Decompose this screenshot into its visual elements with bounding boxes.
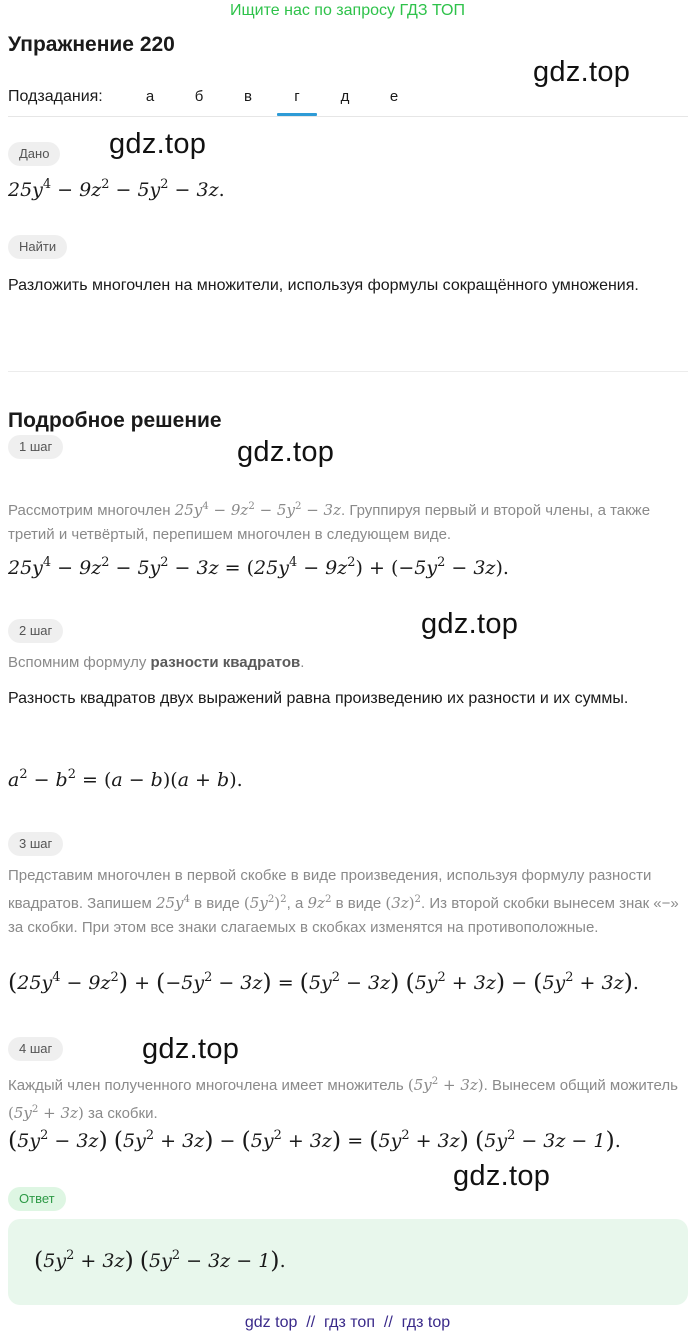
step-3-inline-math-1: $25y^4$ [155, 894, 190, 913]
tab-b[interactable]: б [194, 88, 204, 105]
watermark: gdz.top [453, 1160, 551, 1192]
tab-v[interactable]: в [244, 88, 252, 105]
page-title: Упражнение 220 [8, 33, 175, 56]
step-3-inline-math-4: $(3z)^2$ [385, 894, 422, 913]
footer-links[interactable]: gdz top // гдз топ // гдз top [244, 1314, 451, 1331]
watermark: gdz.top [421, 608, 519, 640]
search-banner: Ищите нас по запросу ГДЗ ТОП [230, 2, 465, 19]
subtasks-label: Подзадания: [8, 88, 103, 105]
answer-badge: Ответ [8, 1187, 66, 1211]
step-2-expression: $a^2 - b^2 = (a - b)(a + b)$. [8, 767, 243, 791]
find-badge: Найти [8, 235, 67, 259]
tab-e[interactable]: е [389, 88, 399, 105]
tab-a[interactable]: а [145, 88, 155, 105]
step-1-inline-math: $25y^4 - 9z^2 - 5y^2 - 3z$ [174, 501, 341, 520]
step-1-text: Рассмотрим многочлен $25y^4 - 9z^2 - 5y^2 - 3z$. Группируя первый и второй члены, а также третий и четвёртый, перепишем многочлен в следующем виде. [8, 501, 651, 544]
watermark: gdz.top [237, 436, 335, 468]
step-1-badge: 1 шаг [8, 435, 63, 459]
tab-g-active[interactable]: г [294, 88, 300, 105]
find-text: Разложить многочлен на множители, используя формулы сокращённого умножения. [8, 277, 639, 294]
step-4-inline-math-1: $(5y^2 + 3z)$ [407, 1076, 484, 1095]
tab-d[interactable]: д [340, 88, 350, 105]
section-divider [8, 371, 688, 372]
watermark: gdz.top [533, 56, 631, 88]
answer-expression: $(5y^2 + 3z) (5y^2 - 3z - 1)$. [34, 1246, 286, 1275]
watermark: gdz.top [142, 1033, 240, 1065]
step-4-expression: $(5y^2 - 3z) (5y^2 + 3z) - (5y^2 + 3z) = (5y^2 + 3z) (5y^2 - 3z - 1)$. [8, 1126, 621, 1155]
step-1-expression: $25y^4 - 9z^2 - 5y^2 - 3z = (25y^4 - 9z^2) + (-5y^2 - 3z)$. [8, 555, 509, 579]
tabs-divider [8, 116, 688, 117]
solution-title: Подробное решение [8, 409, 222, 432]
given-badge: Дано [8, 142, 60, 166]
watermark: gdz.top [109, 128, 207, 160]
step-4-text: Каждый член полученного многочлена имеет множитель $(5y^2 + 3z)$. Вынесем общий можитель $(5y^2 + 3z)$ за скобки. [8, 1076, 678, 1123]
step-4-badge: 4 шаг [8, 1037, 63, 1061]
step-3-expression: $(25y^4 - 9z^2) + (-5y^2 - 3z) = (5y^2 - 3z) (5y^2 + 3z) - (5y^2 + 3z)$. [8, 968, 639, 997]
step-3-inline-math-2: $(5y^2)^2$ [243, 894, 287, 913]
step-3-badge: 3 шаг [8, 832, 63, 856]
given-expression: $25y^4 - 9z^2 - 5y^2 - 3z$. [8, 177, 225, 201]
step-3-inline-math-3: $9z^2$ [307, 894, 332, 913]
step-3-text: Представим многочлен в первой скобке в виде произведения, используя формулу разности квадратов. Запишем $25y^4$ в виде $(5y^2)^2$, а $9z^2$ в виде $(3z)^2$. Из второй скобки вынесем знак «−» за скобки. При этом все знаки слагаемых в скобках изменятся на противоположные. [8, 867, 679, 937]
step-4-inline-math-2: $(5y^2 + 3z)$ [8, 1104, 84, 1123]
step-2-badge: 2 шаг [8, 619, 63, 643]
formula-name: разности квадратов [150, 654, 301, 671]
step-2-rule: Разность квадратов двух выражений равна произведению их разности и их суммы. [8, 690, 629, 707]
step-2-text: Вспомним формулу разности квадратов. [8, 654, 305, 671]
